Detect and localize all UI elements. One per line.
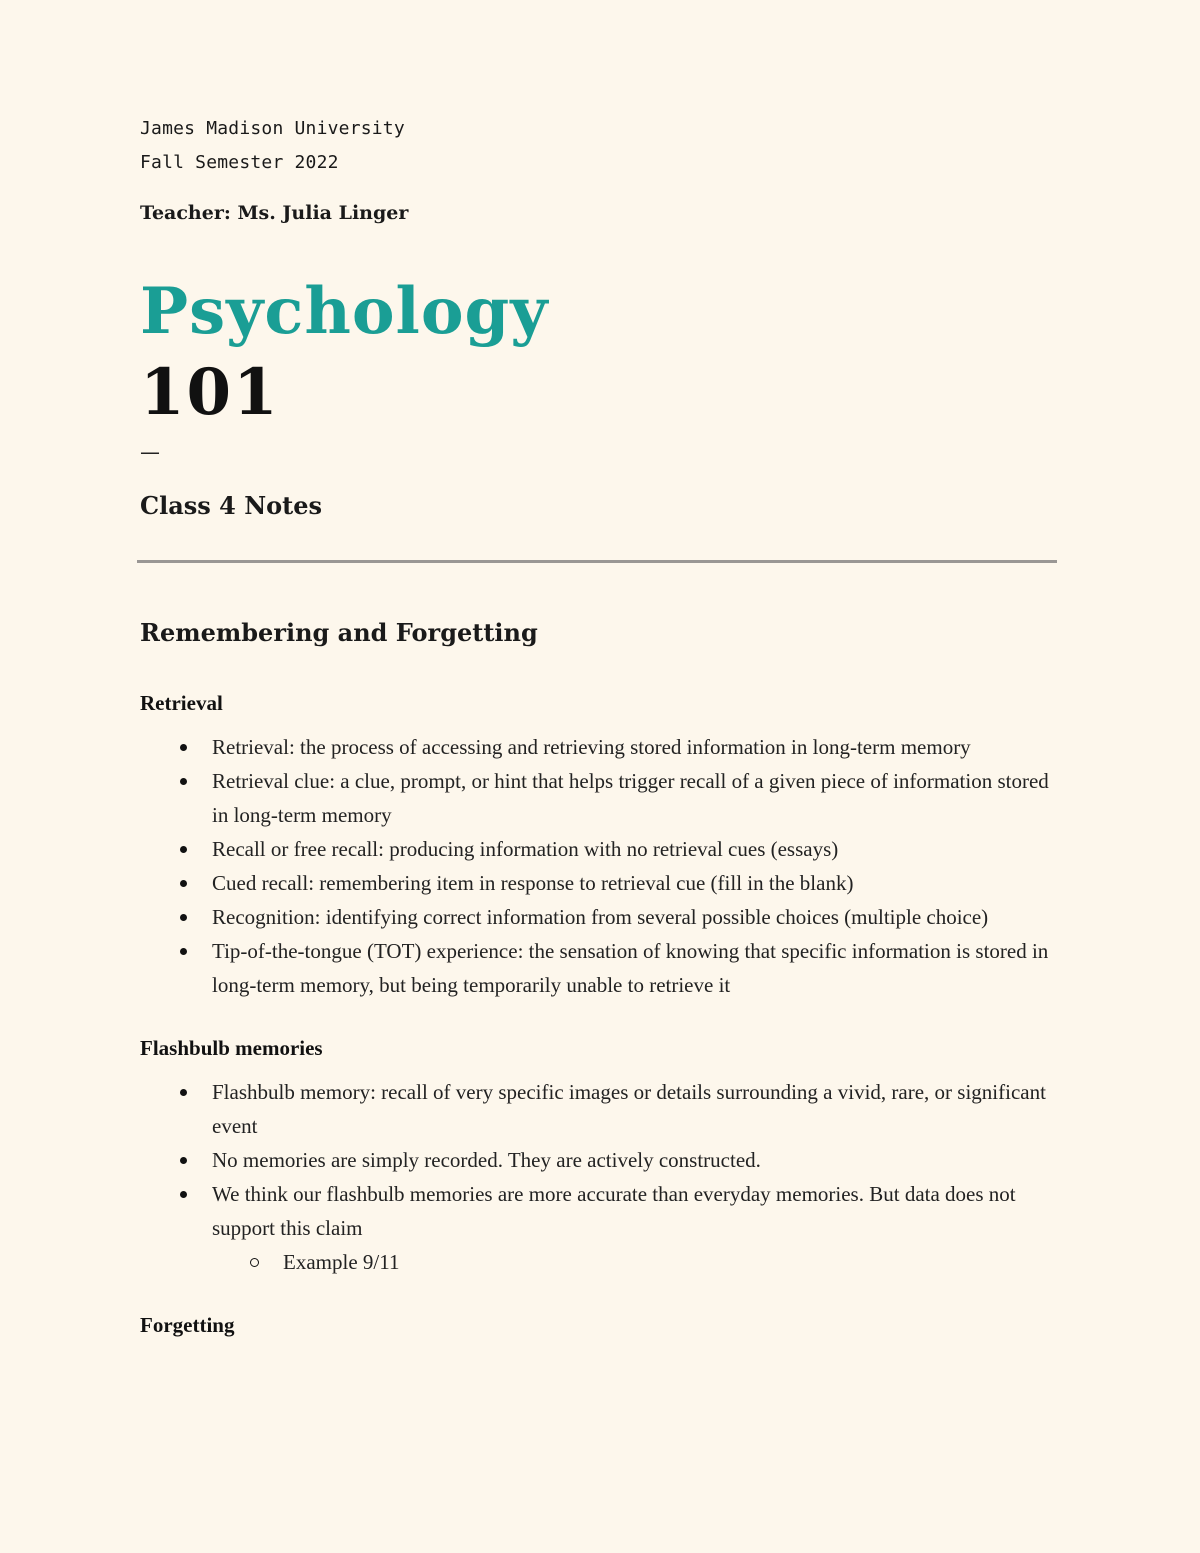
sub-list-item-text: Example 9/11 — [283, 1250, 400, 1274]
teacher-name: Teacher: Ms. Julia Linger — [140, 202, 409, 224]
retrieval-list — [140, 730, 1058, 1002]
list-item-text: We think our flashbulb memories are more accurate than everyday memories. But data does not support this claim — [212, 1182, 1016, 1240]
bullet-icon — [180, 1191, 187, 1198]
retrieval-heading: Retrieval — [140, 691, 223, 715]
list-item-text: Retrieval: the process of accessing and retrieving stored information in long-term memory — [212, 735, 971, 759]
list-item — [212, 934, 1058, 1002]
bullet-icon — [180, 846, 187, 853]
section-heading: Remembering and Forgetting — [140, 618, 538, 647]
list-item — [212, 764, 1058, 832]
sub-list-item — [283, 1245, 1058, 1279]
flashbulb-heading: Flashbulb memories — [140, 1036, 323, 1060]
title-dash: — — [140, 440, 160, 464]
list-item — [212, 832, 1058, 866]
university-name: James Madison University — [140, 118, 405, 139]
flashbulb-list — [140, 1075, 1058, 1279]
list-item-text: Flashbulb memory: recall of very specific images or details surrounding a vivid, rare, or significant event — [212, 1080, 1046, 1138]
list-item — [212, 730, 1058, 764]
list-item — [212, 1177, 1058, 1279]
bullet-icon — [180, 744, 187, 751]
bullet-icon — [180, 880, 187, 887]
list-item — [212, 1075, 1058, 1143]
list-item-text: Tip-of-the-tongue (TOT) experience: the sensation of knowing that specific information is stored in long-term memory, but being temporarily unable to retrieve it — [212, 939, 1049, 997]
hollow-bullet-icon — [250, 1258, 259, 1267]
class-notes-title: Class 4 Notes — [140, 491, 323, 520]
list-item-text: Recall or free recall: producing information with no retrieval cues (essays) — [212, 837, 839, 861]
bullet-icon — [180, 1089, 187, 1096]
list-item — [212, 1143, 1058, 1177]
bullet-icon — [180, 948, 187, 955]
flashbulb-sub-list — [212, 1245, 1058, 1279]
forgetting-heading: Forgetting — [140, 1313, 235, 1337]
course-title: Psychology — [140, 274, 549, 349]
document-page — [140, 112, 1058, 1337]
list-item-text: Retrieval clue: a clue, prompt, or hint that helps trigger recall of a given piece of information stored in long-term memory — [212, 769, 1049, 827]
bullet-icon — [180, 914, 187, 921]
list-item — [212, 866, 1058, 900]
list-item-text: Recognition: identifying correct information from several possible choices (multiple choice) — [212, 905, 989, 929]
list-item-text: Cued recall: remembering item in response to retrieval cue (fill in the blank) — [212, 871, 854, 895]
horizontal-divider — [137, 560, 1057, 563]
bullet-icon — [180, 1157, 187, 1164]
semester-label: Fall Semester 2022 — [140, 152, 339, 173]
section-content — [140, 688, 1058, 1352]
list-item-text: No memories are simply recorded. They are actively constructed. — [212, 1148, 761, 1172]
course-number: 101 — [140, 355, 280, 430]
list-item — [212, 900, 1058, 934]
bullet-icon — [180, 778, 187, 785]
